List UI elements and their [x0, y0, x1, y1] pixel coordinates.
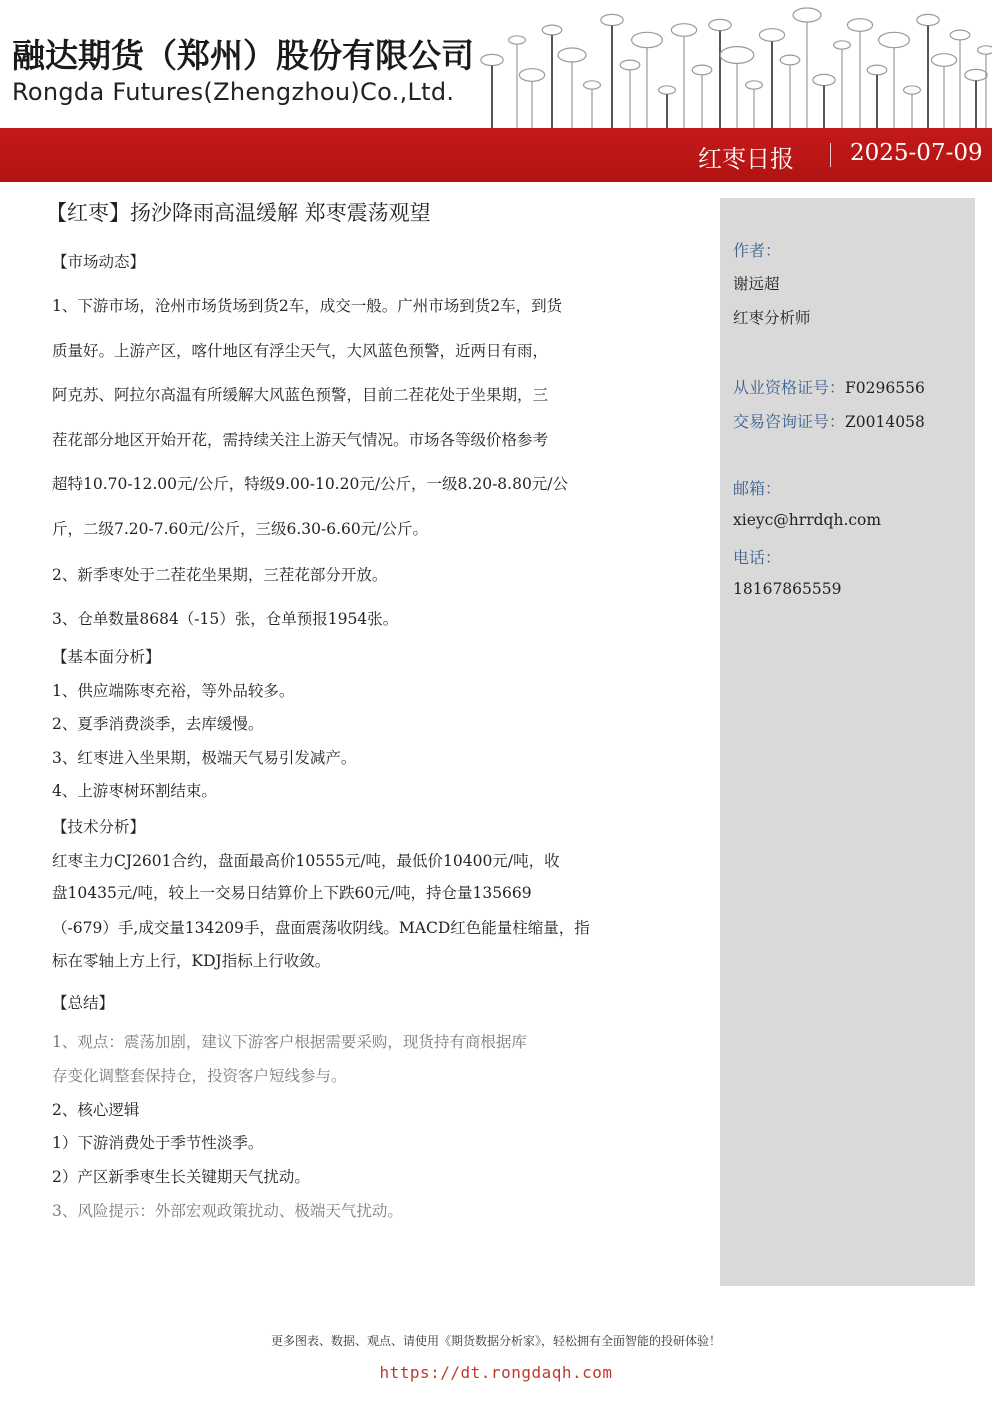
paragraph-line: 斤，二级7.20-7.60元/公斤，三级6.30-6.60元/公斤。	[52, 520, 428, 538]
article-title: 【红枣】扬沙降雨高温缓解 郑枣震荡观望	[46, 201, 431, 225]
paragraph-line: 1）下游消费处于季节性淡季。	[52, 1134, 264, 1152]
email-address[interactable]: xieyc@hrrdqh.com	[733, 511, 882, 529]
paragraph-line: 2、夏季消费淡季，去库缓慢。	[52, 715, 264, 733]
paragraph-line: 1、供应端陈枣充裕，等外品较多。	[52, 682, 295, 700]
report-date: 2025-07-09	[850, 140, 983, 166]
title-band	[0, 128, 992, 182]
paragraph-line: （-679）手,成交量134209手，盘面震荡收阴线。MACD红色能量柱缩量，指	[52, 919, 590, 937]
paragraph-line: 超特10.70-12.00元/公斤，特级9.00-10.20元/公斤，一级8.20-8.80元/公	[52, 475, 569, 493]
author-label: 作者：	[733, 241, 782, 260]
paragraph-line: 盘10435元/吨，较上一交易日结算价上下跌60元/吨，持仓量135669	[52, 884, 532, 902]
paragraph-line: 1、观点：震荡加剧，建议下游客户根据需要采购，现货持有商根据库	[52, 1033, 527, 1051]
email-label: 邮箱：	[733, 479, 782, 498]
report-name: 红枣日报	[698, 145, 794, 173]
footer-promo: 更多图表、数据、观点、请使用《期货数据分析家》，轻松拥有全面智能的投研体验！	[270, 1334, 721, 1348]
paragraph-line: 质量好。上游产区，喀什地区有浮尘天气，大风蓝色预警，近两日有雨，	[52, 342, 549, 360]
paragraph-line: 茬花部分地区开始开花，需持续关注上游天气情况。市场各等级价格参考	[52, 431, 549, 449]
section-heading: 【总结】	[52, 994, 115, 1012]
section-heading: 【基本面分析】	[52, 648, 161, 666]
phone-label: 电话：	[733, 548, 782, 567]
paragraph-line: 3、风险提示：外部宏观政策扰动、极端天气扰动。	[52, 1202, 403, 1220]
title-separator	[830, 143, 831, 167]
section-heading: 【技术分析】	[52, 818, 146, 836]
qualification-number: F0296556	[845, 379, 925, 397]
company-name-en: Rongda Futures(Zhengzhou)Co.,Ltd.	[12, 78, 455, 106]
footer-url-link[interactable]: https://dt.rongdaqh.com	[379, 1363, 613, 1382]
paragraph-line: 存变化调整套保持仓，投资客户短线参与。	[52, 1067, 347, 1085]
phone-number: 18167865559	[733, 580, 842, 598]
report-header	[0, 0, 992, 182]
paragraph-line: 2）产区新季枣生长关键期天气扰动。	[52, 1168, 310, 1186]
paragraph-line: 2、新季枣处于二茬花坐果期，三茬花部分开放。	[52, 566, 388, 584]
paragraph-line: 3、仓单数量8684（-15）张，仓单预报1954张。	[52, 610, 399, 628]
author-title: 红枣分析师	[733, 309, 811, 327]
paragraph-line: 2、核心逻辑	[52, 1101, 140, 1119]
decorative-pattern	[462, 0, 992, 128]
qualification-label: 从业资格证号：	[733, 378, 846, 397]
paragraph-line: 标在零轴上方上行，KDJ指标上行收敛。	[52, 952, 331, 970]
paragraph-line: 阿克苏、阿拉尔高温有所缓解大风蓝色预警，目前二茬花处于坐果期，三	[52, 386, 549, 404]
paragraph-line: 1、下游市场，沧州市场货场到货2车，成交一般。广州市场到货2车，到货	[52, 297, 563, 315]
consulting-number: Z0014058	[845, 413, 925, 431]
section-heading: 【市场动态】	[52, 253, 146, 271]
paragraph-line: 红枣主力CJ2601合约，盘面最高价10555元/吨，最低价10400元/吨，收	[52, 852, 560, 870]
company-name-cn: 融达期货（郑州）股份有限公司	[12, 36, 474, 75]
paragraph-line: 3、红枣进入坐果期，极端天气易引发减产。	[52, 749, 357, 767]
author-name: 谢远超	[733, 275, 780, 293]
paragraph-line: 4、上游枣树环割结束。	[52, 782, 217, 800]
consulting-label: 交易咨询证号：	[733, 412, 846, 431]
author-sidebar	[720, 198, 975, 1286]
